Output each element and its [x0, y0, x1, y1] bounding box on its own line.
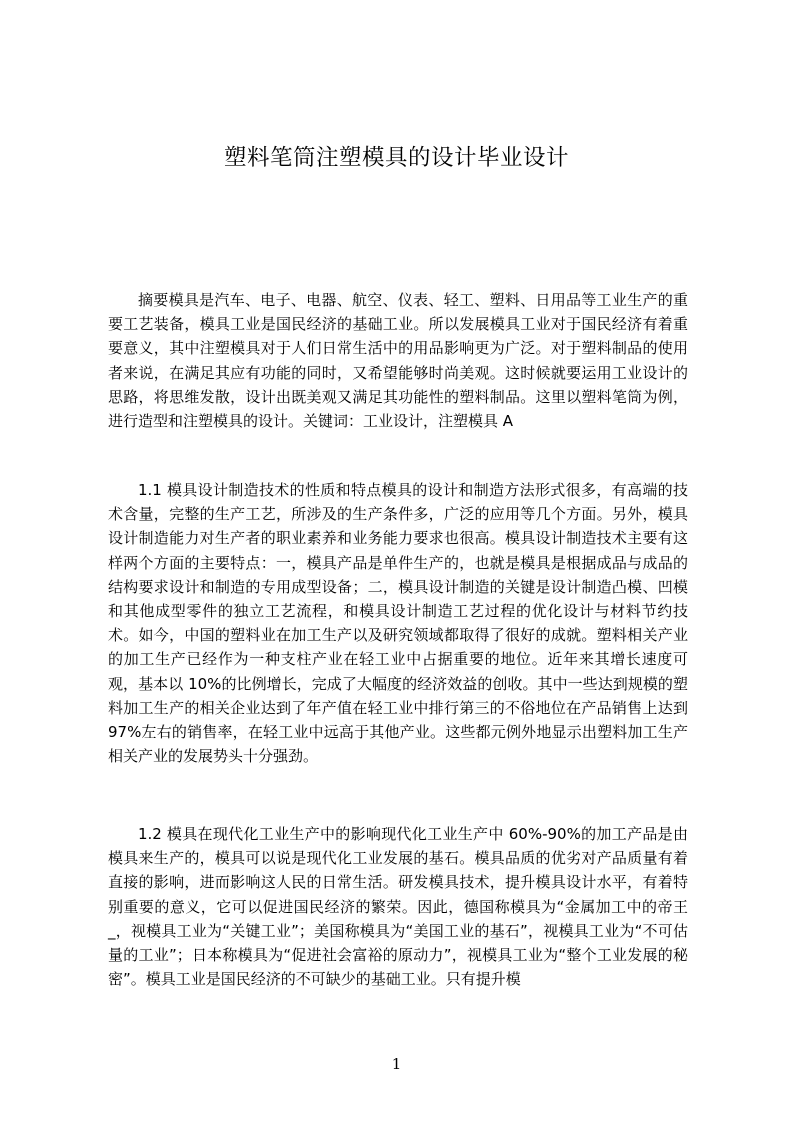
page-number: 1 — [391, 1055, 402, 1073]
section-1-1-paragraph: 1.1 模具设计制造技术的性质和特点模具的设计和制造方法形式很多，有高端的技术含量，完整的生产工艺，所涉及的生产条件多，广泛的应用等几个方面。另外，模具设计制造能力对生产者的职业素养和业务能力要求也很高。模具设计制造技术主要有这样两个方面的主要特点：一，模具产品是单件生产的，也就是模具是根据成品与成品的结构要求设计和制造的专用成型设备；二，模具设计制造的关键是设计制造凸模、凹模和其他成型零件的独立工艺流程，和模具设计制造工艺过程的优化设计与材料节约技术。如今，中国的塑料业在加工生产以及研究领域都取得了很好的成就。塑料相关产业的加工生产已经作为一种支柱产业在轻工业中占据重要的地位。近年来其增长速度可观，基本以 10%的比例增长，完成了大幅度的经济效益的创收。其中一些达到规模的塑料加工生产的相关企业达到了年产值在轻工业中排行第三的不俗地位在产品销售上达到 97%左右的销售率，在轻工业中远高于其他产业。这些都元例外地显示出塑料加工生产相关产业的发展势头十分强劲。 — [108, 481, 688, 766]
document-title: 塑料笔筒注塑模具的设计毕业设计 — [223, 145, 569, 171]
section-1-2-paragraph: 1.2 模具在现代化工业生产中的影响现代化工业生产中 60%-90%的加工产品是由模具来生产的，模具可以说是现代化工业发展的基石。模具品质的优劣对产品质量有着直接的影响，进而影响这人民的日常生活。研发模具技术，提升模具设计水平，有着特别重要的意义，它可以促进国民经济的繁荣。因此，德国称模具为“金属加工中的帝王_，视模具工业为“关键工业”；美国称模具为“美国工业的基石”，视模具工业为“不可估量的工业”；日本称模具为“促进社会富裕的原动力”，视模具工业为“整个工业发展的秘密”。模具工业是国民经济的不可缺少的基础工业。只有提升模 — [108, 825, 688, 989]
abstract-paragraph: 摘要模具是汽车、电子、电器、航空、仪表、轻工、塑料、日用品等工业生产的重要工艺装备，模具工业是国民经济的基础工业。所以发展模具工业对于国民经济有着重要意义，其中注塑模具对于人们日常生活中的用品影响更为广泛。对于塑料制品的使用者来说，在满足其应有功能的同时，又希望能够时尚美观。这时候就要运用工业设计的思路，将思维发散，设计出既美观又满足其功能性的塑料制品。这里以塑料笔筒为例，进行造型和注塑模具的设计。关键词：工业设计，注塑模具 A — [108, 291, 688, 431]
